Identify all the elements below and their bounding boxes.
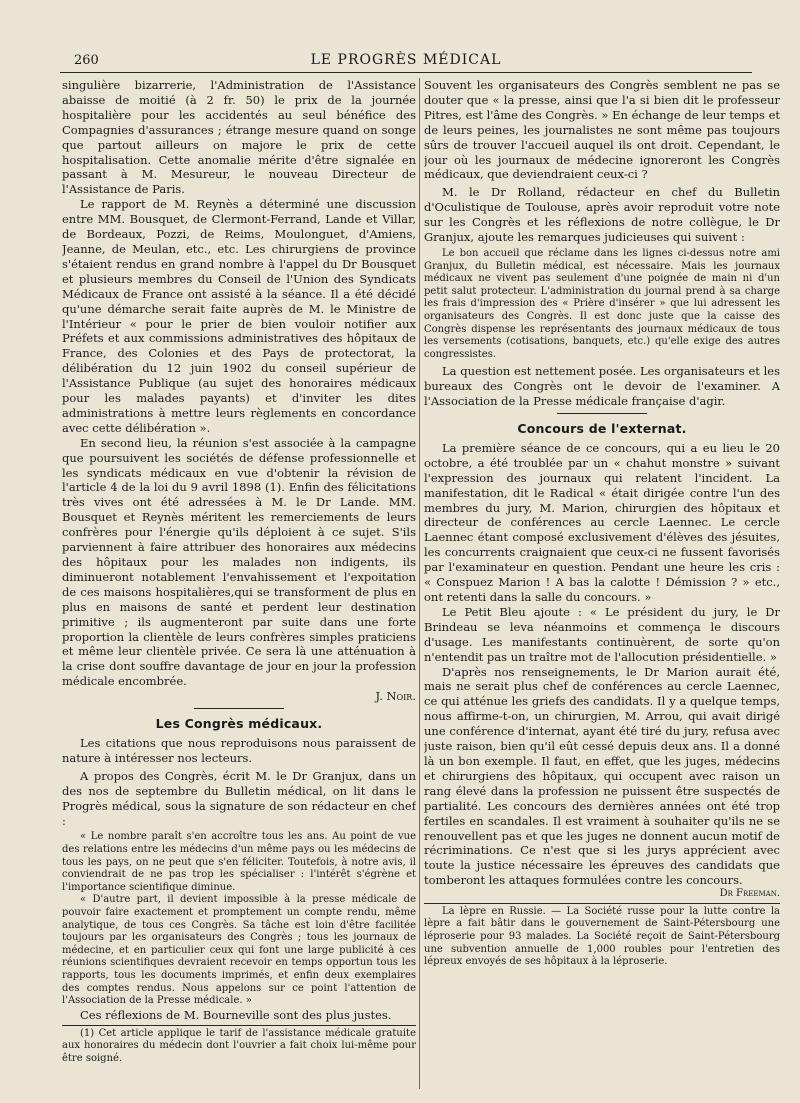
paragraph: Souvent les organisateurs des Congrès semblent ne pas se douter que « la presse, ainsi que l'a si bien dit le professeur Pitres, est l'âme des Congrès. » En échange de leur temps et de leurs peines, les journalistes ne sont même pas toujours sûrs de trouver l'accueil auquel ils ont droit. Cependant, le jour où les journaux de médecine ignoreront les Congrès médicaux, que deviendraient ceux-ci ? — [424, 78, 780, 182]
column-divider — [419, 78, 420, 1089]
paragraph: singulière bizarrerie, l'Administration de l'Assistance abaisse de moitié (à 2 fr. 50) le prix de la journée hospitalière pour les accidentés au seul bénéfice des Compagnies d'assurances ; étrange mesure quand on songe que partout ailleurs on majore le prix de cette hospitalisation. Cette anomalie mérite d'être signalée en passant à M. Mesureur, le nouveau Directeur de l'Assistance de Paris. — [62, 78, 416, 197]
paragraph: Ces réflexions de M. Bourneville sont des plus justes. — [80, 1007, 392, 1022]
paragraph: D'après nos renseignements, le Dr Marion aurait été, mais ne serait plus chef de conférences au cercle Laennec, ce qui atténue les griefs des candidats. Il y a quelque temps, nous affirme-t-on, un chirurgien, M. Arrou, qui avait dirigé une conférence d'internat, ayant été tiré du jury, refusa avec juste raison, bien qu'il eût cessé depuis deux ans. Il a donné là un bon exemple. Il faut, en effet, que les juges, médecins et chirurgiens des hôpitaux, qui occupent avec raison un rang élevé dans la profession ne puissent être suspectés de partialité. Les concours des dernières années ont été trop fertiles en scandales. Il est vraiment à souhaiter qu'ils ne se renouvellent pas et que les juges ne donnent aucun motif de récriminations. Ce n'est que si les jurys apprécient avec toute la justice nécessaire les épreuves des candidats que tomberont les attaques formulées contre les concours. — [424, 664, 780, 888]
right-column — [424, 78, 780, 1089]
quotation: « Le nombre paraît s'en accroître tous les ans. Au point de vue des relations entre les médecins d'un même pays ou les médecins de tous les pays, on ne peut que s'en féliciter. Toutefois, à notre avis, il conviendrait de ne pas trop les spécialiser : l'intérêt s'égrène et l'importance scientifique diminue. — [62, 831, 416, 893]
paragraph: Le rapport de M. Reynès a déterminé une discussion entre MM. Bousquet, de Clermont-Ferrand, Lande et Villar, de Bordeaux, Pozzi, de Reims, Moulonguet, d'Amiens, Jeanne, de Meulan, etc., etc. Les chirurgiens de province s'étaient rendus en grand nombre à l'appel du Dr Bousquet et plusieurs membres du Conseil de l'Union des Syndicats Médicaux de France ont assisté à la séance. Il a été décidé qu'une démarche serait faite auprès de M. le Ministre de l'Intérieur « pour le prier de bien vouloir notifier aux Préfets et aux commissions administratives des hôpitaux de France, des Colonies et des Pays de protectorat, la délibération du 12 juin 1902 du conseil supérieur de l'Assistance Publique (au sujet des honoraires médicaux pour les malades payants) et d'inviter les dites administrations à mettre leurs règlements en concordance avec cette délibération ». — [62, 197, 416, 435]
paragraph: La première séance de ce concours, qui a eu lieu le 20 octobre, a été troublée par un « chahut monstre » suivant l'expression des journaux qui relatent l'incident. La manifestation, dit le Radical « était dirigée contre l'un des membres du jury, M. Marion, chirurgien des hôpitaux et directeur de conférences au cercle Laennec. Le cercle Laennec étant composé exclusivement d'élèves des jésuites, les concurrents craignaient que ceux-ci ne fussent favorisés par l'examinateur en question. Pendant une heure les cris : « Conspuez Marion ! A bas la calotte ! Démission ? » etc., ont retenti dans la salle du concours. » — [424, 440, 780, 604]
divider — [194, 708, 284, 709]
paragraph: Le Petit Bleu ajoute : « Le président du jury, le Dr Brindeau se leva néanmoins et commença le discours d'usage. Les manifestants continuèrent, de sorte qu'on n'entendit pas un traître mot de l'allocution présidentielle. » — [424, 604, 780, 664]
section-title: Concours de l'externat. — [517, 421, 687, 437]
paragraph: Les citations que nous reproduisons nous paraissent de nature à intéresser nos lecteurs. — [62, 735, 416, 765]
paragraph: En second lieu, la réunion s'est associée à la campagne que poursuivent les sociétés de défense professionnelle et les syndicats médicaux en vue d'obtenir la révision de l'article 4 de la loi du 9 avril 1898 (1). Enfin des félicitations très vives ont été adressées à M. le Dr Lande. MM. Bousquet et Reynès méritent les remerciements de leurs confrères pour l'énergie qu'ils déploient à ce sujet. S'ils parviennent à faire attribuer des honoraires aux médecins des hôpitaux pour les malades non indigents, ils diminueront notablement l'envahissement et l'expoitation de ces maisons hospitalières,qui se transforment de plus en plus en maisons de santé et perdent leur destination primitive ; ils augmenteront par suite dans une forte proportion la clientèle de leurs confrères simples praticiens et même leur clientèle privée. Ce sera là une atténuation à la crise dont souffre davantage de jour en jour la profession médicale encombrée. — [62, 435, 416, 689]
news-rule — [424, 903, 780, 904]
signature: J. Noir. — [375, 689, 416, 704]
page-header — [60, 42, 752, 73]
paragraph: La question est nettement posée. Les organisateurs et les bureaux des Congrès ont le devoir de l'examiner. A l'Association de la Presse médicale française d'agir. — [424, 364, 780, 409]
quotation: « D'autre part, il devient impossible à la presse médicale de pouvoir faire exactement et promptement un compte rendu, même analytique, de tous ces Congrès. Sa tâche est loin d'être facilitée toujours par les organisateurs des Congrès ; tous les journaux de médecine, et en particulier ceux qui font une large publicité à ces réunions scientifiques devraient recevoir en temps opportun tous les rapports, tous les documents imprimés, et enfin deux exemplaires des comptes rendus. Nous appelons sur ce point l'attention de l'Association de la Presse médicale. » — [62, 894, 416, 1007]
running-title: LE PROGRÈS MÉDICAL — [310, 52, 502, 68]
footnote: (1) Cet article applique le tarif de l'assistance médicale gratuite aux honoraires du médecin dont l'ouvrier a fait choix lui-même pour être soigné. — [62, 1027, 416, 1064]
paragraph: A propos des Congrès, écrit M. le Dr Granjux, dans un des nos de septembre du Bulletin médical, on lit dans le Progrès médical, sous la signature de son rédacteur en chef : — [62, 768, 416, 828]
quotation: Le bon accueil que réclame dans les lignes ci-dessus notre ami Granjux, du Bulletin médical, est nécessaire. Mais les journaux médicaux ne vivent pas seulement d'une poignée de main ni d'un petit salut protecteur. L'administration du journal prend à sa charge les frais d'impression des « Prière d'insérer » que lui adressent les organisateurs des Congrès. Il est donc juste que la caisse des Congrès dispense les représentants des journaux médicaux de tous les versements (cotisations, banquets, etc.) qu'elle exige des autres congressistes. — [424, 247, 780, 360]
divider — [557, 413, 647, 414]
page-number: 260 — [74, 53, 99, 68]
paragraph: M. le Dr Rolland, rédacteur en chef du Bulletin d'Oculistique de Toulouse, après avoir reproduit votre note sur les Congrès et les réflexions de notre collègue, le Dr Granjux, ajoute les remarques judicieuses qui suivent : — [424, 185, 780, 245]
left-column — [62, 78, 416, 1089]
section-title: Les Congrès médicaux. — [155, 716, 323, 732]
signature: Dr Freeman. — [719, 888, 780, 900]
news-item: La lèpre en Russie. — La Société russe pour la lutte contre la lèpre a fait bâtir dans le gouvernement de Saint-Pétersbourg une léproserie pour 93 malades. La Société reçoit de Saint-Pétersbourg une subvention annuelle de 1,000 roubles pour l'entretien des lépreux envoyés de ses hôpitaux à la léproserie. — [424, 905, 780, 968]
footnote-rule — [62, 1025, 416, 1026]
